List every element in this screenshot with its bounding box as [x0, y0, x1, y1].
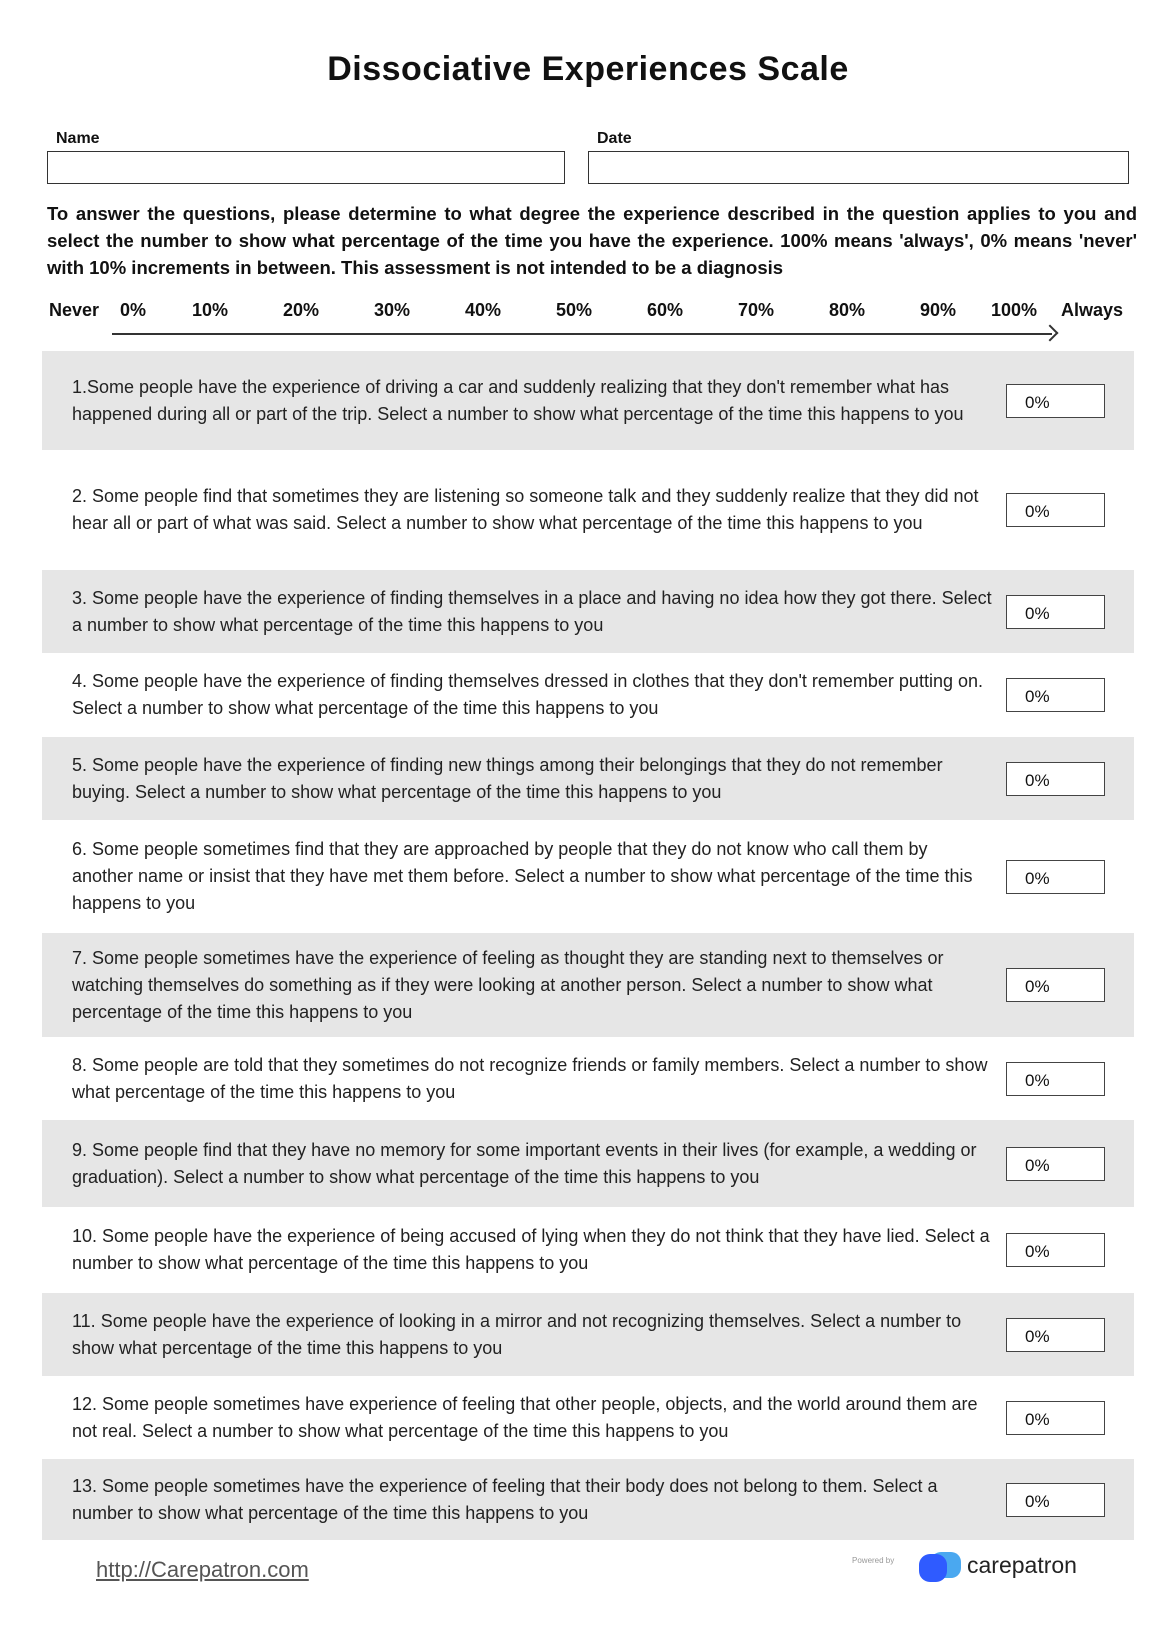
- question-row: [42, 1120, 1134, 1207]
- page-title: Dissociative Experiences Scale: [327, 50, 849, 88]
- scale-end-label: Always: [1061, 300, 1124, 320]
- answer-select[interactable]: 0%: [1006, 762, 1105, 796]
- question-row: [42, 1459, 1134, 1540]
- date-field[interactable]: [588, 151, 1129, 184]
- question-row: [42, 1293, 1134, 1376]
- question-row: [42, 1376, 1134, 1459]
- question-text: 3. Some people have the experience of finding themselves in a place and having no idea how they got there. Select a number to show what percentage of the time this happens to you: [72, 587, 992, 635]
- scale-tick: 40%: [465, 300, 502, 320]
- question-text: 11. Some people have the experience of looking in a mirror and not recognizing themselves. Select a number to show what percentage of the time this happens to you: [72, 1310, 962, 1358]
- question-text: 13. Some people sometimes have the experience of feeling that their body does not belong to them. Select a number to show what percentage of the time this happens to you: [72, 1475, 938, 1523]
- scale-tick: 80%: [829, 300, 866, 320]
- carepatron-link[interactable]: http://Carepatron.com: [96, 1557, 309, 1582]
- question-row: [42, 653, 1134, 737]
- answer-select[interactable]: 0%: [1006, 384, 1105, 418]
- carepatron-logo-icon: [917, 1550, 963, 1582]
- scale-tick: 70%: [738, 300, 775, 320]
- answer-select[interactable]: 0%: [1006, 1318, 1105, 1352]
- answer-select[interactable]: 0%: [1006, 860, 1105, 894]
- question-text: 5. Some people have the experience of finding new things among their belongings that they do not remember buying. Select a number to show what percentage of the time this happens to you: [72, 754, 943, 802]
- answer-select[interactable]: 0%: [1006, 968, 1105, 1002]
- question-row: [42, 933, 1134, 1037]
- name-field[interactable]: [47, 151, 565, 184]
- question-text: 12. Some people sometimes have experience of feeling that other people, objects, and the world around them are not real. Select a number to show what percentage of the time this happens to you: [72, 1393, 978, 1441]
- question-row: [42, 820, 1134, 933]
- question-row: [42, 1037, 1134, 1120]
- scale-tick: 20%: [283, 300, 320, 320]
- scale-tick: 60%: [647, 300, 684, 320]
- scale-arrow: [112, 333, 1052, 335]
- answer-select[interactable]: 0%: [1006, 678, 1105, 712]
- arrowhead-icon: [1042, 325, 1059, 342]
- question-text: 2. Some people find that sometimes they are listening so someone talk and they suddenly realize that they did not hear all or part of what was said. Select a number to show what percentage of the time this happens to you: [72, 486, 979, 533]
- question-row: [42, 737, 1134, 820]
- instructions: To answer the questions, please determine to what degree the experience described in the question applies to you and select the number to show what percentage of the time you have the experience. 100% means 'always', 0% means 'never' with 10% increments in between. This assessment is not intended to be a diagnosis: [47, 203, 1137, 278]
- question-row: [42, 570, 1134, 653]
- scale-tick: 50%: [556, 300, 593, 320]
- question-row: [42, 351, 1134, 450]
- scale-start-label: Never: [49, 300, 100, 320]
- scale-tick: 30%: [374, 300, 411, 320]
- scale-tick: 10%: [192, 300, 229, 320]
- answer-select[interactable]: 0%: [1006, 493, 1105, 527]
- answer-select[interactable]: 0%: [1006, 1233, 1105, 1267]
- answer-select[interactable]: 0%: [1006, 1062, 1105, 1096]
- question-text: 9. Some people find that they have no memory for some important events in their lives (for example, a wedding or graduation). Select a number to show what percentage of the time this happens to you: [72, 1139, 977, 1187]
- answer-select[interactable]: 0%: [1006, 1401, 1105, 1435]
- date-label: Date: [597, 130, 632, 147]
- scale-tick: 0%: [120, 300, 147, 320]
- question-text: 10. Some people have the experience of being accused of lying when they do not think that they have lied. Select a number to show what percentage of the time this happens to you: [72, 1226, 990, 1273]
- answer-select[interactable]: 0%: [1006, 1483, 1105, 1517]
- answer-select[interactable]: 0%: [1006, 595, 1105, 629]
- question-text: 1.Some people have the experience of driving a car and suddenly realizing that they don't remember what has happened during all or part of the trip. Select a number to show what percentage of the time this happens to you: [72, 376, 964, 424]
- answer-select[interactable]: 0%: [1006, 1147, 1105, 1181]
- carepatron-brand: carepatron: [967, 1552, 1077, 1578]
- scale-tick: 90%: [920, 300, 957, 320]
- powered-by-label: Powered by: [852, 1556, 895, 1565]
- question-text: 6. Some people sometimes find that they are approached by people that they do not know who call them by another name or insist that they have met them before. Select a number to show what percentage of the time this happens to you: [72, 839, 973, 913]
- question-text: 7. Some people sometimes have the experience of feeling as thought they are standing next to themselves or watching themselves do something as if they were looking at another person. Select a number to show what percentage of the time this happens to you: [72, 947, 944, 1022]
- question-text: 8. Some people are told that they sometimes do not recognize friends or family members. Select a number to show what percentage of the time this happens to you: [72, 1054, 988, 1102]
- question-row: [42, 450, 1134, 570]
- question-row: [42, 1207, 1134, 1293]
- question-text: 4. Some people have the experience of finding themselves dressed in clothes that they don't remember putting on. Select a number to show what percentage of the time this happens to you: [72, 671, 983, 718]
- scale-tick: 100%: [991, 300, 1038, 320]
- name-label: Name: [56, 130, 100, 147]
